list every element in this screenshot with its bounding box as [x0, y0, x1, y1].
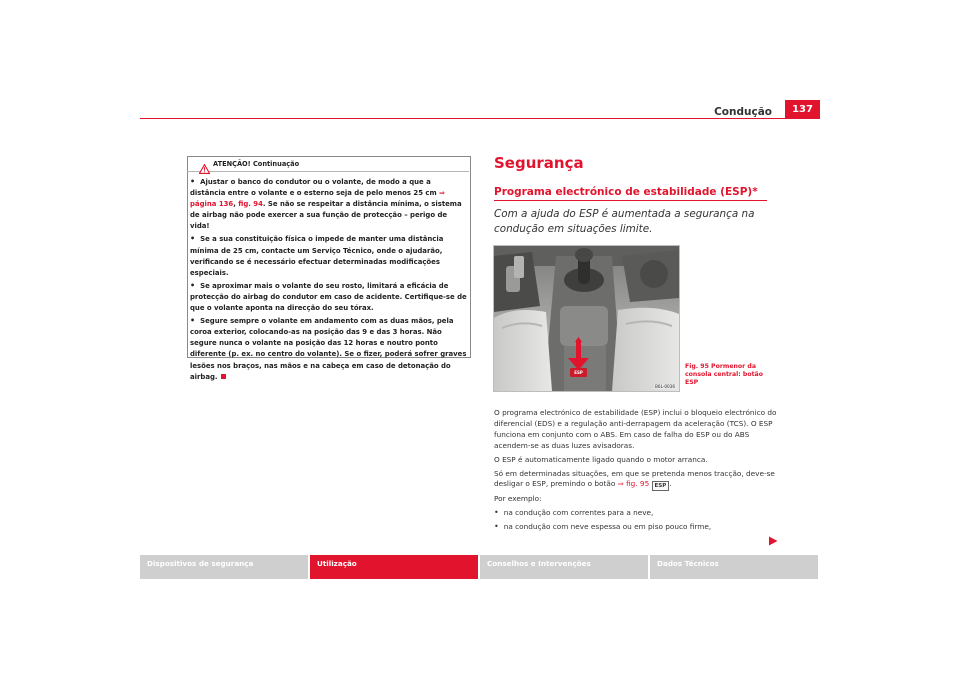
warning-item [190, 233, 468, 278]
bullet: • [190, 234, 196, 244]
bullet: • [494, 508, 499, 518]
list-item-text: na condução com neve espessa ou em piso pouco firme, [503, 522, 712, 532]
bullet: • [494, 522, 499, 532]
warning-label: ATENÇÃO! Continuação [213, 160, 300, 168]
esp-key-badge: ESP [652, 481, 670, 491]
warning-text: Se a sua constituição física o impede de manter uma distância mínima de 25 cm, contacte um Serviço Técnico, onde o ajudarão, verificando se é necessário efectuar determinadas modificações especiais. [190, 235, 444, 277]
bullet: • [190, 280, 196, 290]
body-text [494, 408, 777, 536]
list-item [494, 508, 777, 519]
paragraph: O ESP é automaticamente ligado quando o motor arranca. [494, 454, 708, 464]
figure-code: B6L-0036 [655, 384, 675, 389]
section-end-marker [221, 374, 226, 379]
esp-button-photo [493, 245, 680, 392]
next-page-arrow-icon[interactable] [768, 531, 778, 550]
warning-text: Ajustar o banco do condutor ou o volante, de modo a que a distância entre o volante e o esterno seja de pelo menos 25 cm [190, 178, 440, 198]
page-link[interactable]: página 136 [190, 200, 234, 209]
paragraph-text: Só em determinadas situações, em que se pretenda menos tracção, deve-se desligar o ESP, premindo o botão [494, 468, 775, 489]
section-intro: Com a ajuda do ESP é aumentada a segurança na condução em situações limite. [494, 208, 755, 235]
warning-item [190, 315, 468, 383]
figure-caption-line: ESP [685, 379, 699, 386]
paragraph [494, 469, 777, 492]
warning-text: . Se não se respeitar a distância mínima, o sistema de airbag não pode exercer a sua função de protecção – perigo de vida! [190, 200, 462, 231]
bullet: • [190, 316, 196, 326]
list-item [494, 522, 777, 533]
header-rule [140, 118, 820, 119]
nav-tab-dados-tecnicos[interactable]: Dados Técnicos [650, 555, 818, 579]
bullet: • [190, 177, 196, 186]
warning-item [190, 176, 468, 232]
figure-caption [685, 363, 765, 387]
nav-tab-conselhos-intervencoes[interactable]: Conselhos e Intervenções [480, 555, 648, 579]
figure-caption-line: consola central: botão [685, 371, 763, 378]
esp-button-label: ESP [574, 370, 583, 375]
ref-arrow: ⇒ [617, 479, 624, 489]
ref-arrow: ⇒ [439, 189, 445, 198]
bottom-nav [140, 555, 820, 579]
page-number: 137 [785, 100, 820, 118]
warning-body [190, 176, 468, 384]
figure-caption-line: Fig. 95 Pormenor da [685, 363, 756, 370]
paragraph: O programa electrónico de estabilidade (ESP) inclui o bloqueio electrónico do diferencial (EDS) e a regulação anti-derrapagem da aceleração (TCS). O ESP funciona em conjunto com o ABS. Em caso de falha do ESP ou do ABS acendem-se as duas luzes avisadoras. [494, 408, 777, 450]
nav-tab-utilizacao[interactable]: Utilização [310, 555, 478, 579]
subsection-rule [494, 200, 767, 201]
nav-tab-dispositivos-seguranca[interactable]: Dispositivos de segurança [140, 555, 308, 579]
chapter-title: Condução [714, 106, 772, 118]
warning-text: Segure sempre o volante em andamento com as duas mãos, pela coroa exterior, colocando-as na posição das 9 e das 3 horas. Não segure nunca o volante na posição das 12 horas e noutro ponto diferente (p. ex. no centro do volante). Se o fizer, poderá sofrer graves lesões nos braços, nas mãos e na cabeça em caso de detonação do airbag. [190, 317, 467, 381]
figure-link[interactable]: fig. 95 [626, 479, 650, 489]
paragraph-end: . [669, 479, 672, 489]
section-title: Segurança [494, 154, 584, 172]
subsection-title: Programa electrónico de estabilidade (ESP)* [494, 186, 758, 198]
warning-text: Se aproximar mais o volante do seu rosto, limitará a eficácia de protecção do airbag do condutor em caso de acidente. Certifique-se de que o volante aponta na direcção do seu tórax. [190, 281, 467, 313]
paragraph: Por exemplo: [494, 494, 542, 504]
list-item-text: na condução com correntes para a neve, [503, 508, 654, 518]
warning-item [190, 280, 468, 314]
figure-link[interactable]: fig. 94 [238, 200, 263, 209]
link-separator: , [233, 200, 236, 209]
